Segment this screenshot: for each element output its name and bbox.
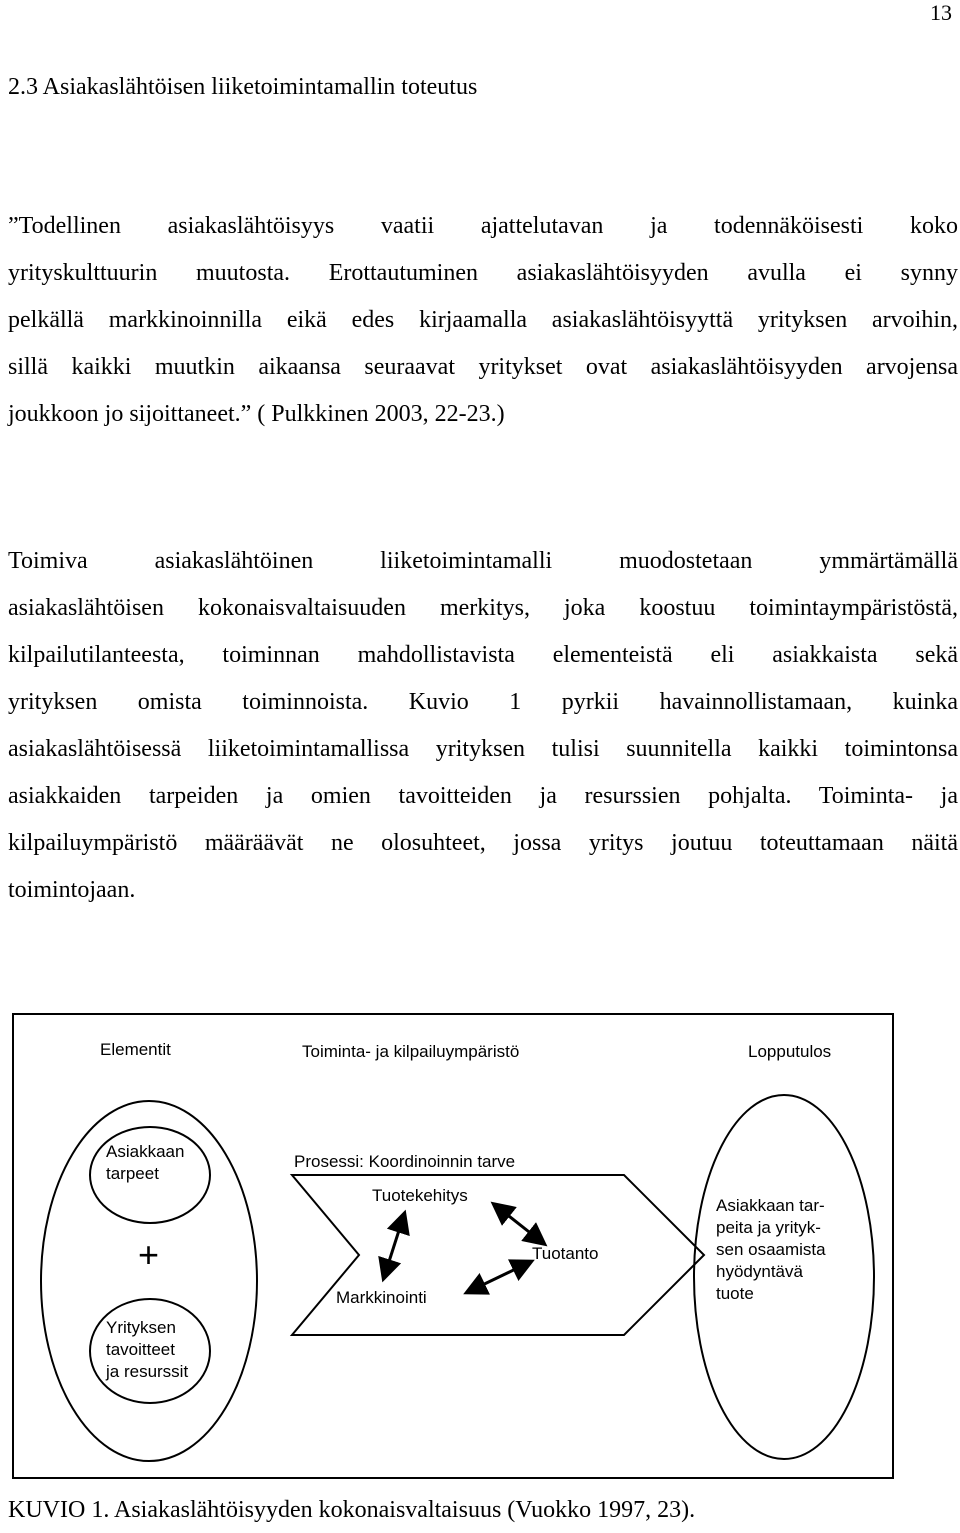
body-line: asiakaslähtöisen kokonaisvaltaisuuden merkitys, joka koostuu toimintaympäristöstä, xyxy=(8,595,958,621)
product-development-label: Tuotekehitys xyxy=(372,1186,468,1205)
section-heading: 2.3 Asiakaslähtöisen liiketoimintamallin toteutus xyxy=(8,74,478,100)
header-environment: Toiminta- ja kilpailuympäristö xyxy=(302,1042,520,1061)
result-label: hyödyntävä xyxy=(716,1262,803,1281)
marketing-label: Markkinointi xyxy=(336,1288,427,1307)
quote-paragraph xyxy=(8,203,958,438)
header-elements: Elementit xyxy=(100,1040,171,1059)
page-number: 13 xyxy=(930,0,952,25)
process-title: Prosessi: Koordinoinnin tarve xyxy=(294,1152,516,1171)
arrow-marketing-production xyxy=(474,1265,524,1289)
figure-diagram xyxy=(12,1013,894,1479)
result-label: Asiakkaan tar- xyxy=(716,1196,825,1215)
plus-sign: + xyxy=(138,1234,160,1275)
production-label: Tuotanto xyxy=(532,1244,599,1263)
result-label: tuote xyxy=(716,1284,754,1303)
body-line: asiakkaiden tarpeiden ja omien tavoitteiden ja resurssien pohjalta. Toiminta- ja xyxy=(8,783,958,809)
body-line: kilpailutilanteesta, toiminnan mahdollistavista elementeistä eli asiakkaista sekä xyxy=(8,642,958,668)
quote-line: ”Todellinen asiakaslähtöisyys vaatii ajattelutavan ja todennäköisesti koko xyxy=(8,213,958,239)
company-goals-label: Yrityksen xyxy=(106,1318,176,1337)
company-goals-label: ja resurssit xyxy=(106,1362,189,1381)
body-line: toimintojaan. xyxy=(8,877,136,903)
quote-line: pelkällä markkinoinnilla eikä edes kirjaamalla asiakaslähtöisyyttä yrityksen arvoihin, xyxy=(8,307,958,333)
body-line: kilpailuympäristö määräävät ne olosuhteet, jossa yritys joutuu toteuttamaan näitä xyxy=(8,830,958,856)
header-result: Lopputulos xyxy=(748,1042,832,1061)
figure-caption: KUVIO 1. Asiakaslähtöisyyden kokonaisvaltaisuus (Vuokko 1997, 23). xyxy=(8,1497,696,1523)
process-chevron xyxy=(292,1175,704,1335)
diagram-canvas xyxy=(14,1015,892,1477)
quote-line: joukkoon jo sijoittaneet.” ( Pulkkinen 2003, 22-23.) xyxy=(8,401,505,427)
arrow-marketing-development xyxy=(386,1221,402,1271)
result-label: sen osaamista xyxy=(716,1240,826,1259)
customer-needs-label: Asiakkaan xyxy=(106,1142,185,1161)
body-line: asiakaslähtöisessä liiketoimintamallissa yrityksen tulisi suunnitella kaikki toimintonsa xyxy=(8,736,958,762)
body-paragraph xyxy=(8,538,958,914)
body-line: yrityksen omista toiminnoista. Kuvio 1 pyrkii havainnollistamaan, kuinka xyxy=(8,689,958,715)
body-line: Toimiva asiakaslähtöinen liiketoimintamalli muodostetaan ymmärtämällä xyxy=(8,548,958,574)
quote-line: sillä kaikki muutkin aikaansa seuraavat yritykset ovat asiakaslähtöisyyden arvojensa xyxy=(8,354,958,380)
result-label: peita ja yrityk- xyxy=(716,1218,821,1237)
quote-line: yrityskulttuurin muutosta. Erottautuminen asiakaslähtöisyyden avulla ei synny xyxy=(8,260,958,286)
company-goals-label: tavoitteet xyxy=(106,1340,175,1359)
customer-needs-label: tarpeet xyxy=(106,1164,159,1183)
arrow-development-production xyxy=(500,1209,538,1239)
